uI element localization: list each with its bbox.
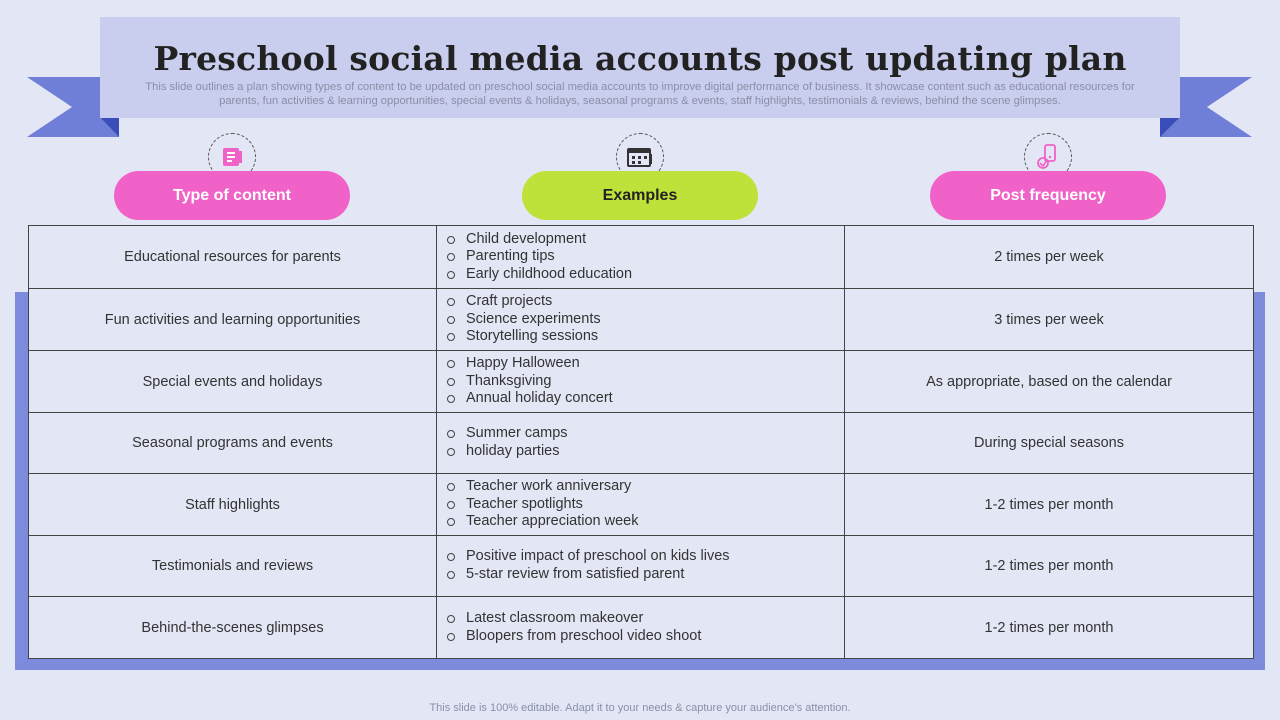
example-item: Teacher appreciation week (447, 513, 844, 531)
type-cell: Educational resources for parents (29, 226, 437, 289)
frequency-cell: 1-2 times per month (845, 474, 1254, 536)
type-cell: Testimonials and reviews (29, 536, 437, 597)
frequency-cell: 2 times per week (845, 226, 1254, 289)
content-plan-table (28, 225, 1254, 659)
page-title: Preschool social media accounts post updating plan (153, 39, 1127, 78)
table-row (29, 351, 1254, 413)
footer-note: This slide is 100% editable. Adapt it to your needs & capture your audience’s attention. (429, 702, 851, 714)
type-cell: Fun activities and learning opportunities (29, 289, 437, 351)
example-item: Storytelling sessions (447, 328, 844, 346)
frequency-cell: 1-2 times per month (845, 536, 1254, 597)
type-cell: Staff highlights (29, 474, 437, 536)
example-item: Summer camps (447, 425, 844, 443)
example-item: Craft projects (447, 293, 844, 311)
examples-cell (437, 289, 845, 351)
example-item: Thanksgiving (447, 373, 844, 391)
example-item: Early childhood education (447, 266, 844, 284)
table-row (29, 474, 1254, 536)
examples-cell (437, 226, 845, 289)
frequency-cell: 1-2 times per month (845, 597, 1254, 659)
examples-cell (437, 474, 845, 536)
example-item: Latest classroom makeover (447, 610, 844, 628)
frequency-cell: 3 times per week (845, 289, 1254, 351)
example-item: Annual holiday concert (447, 390, 844, 408)
examples-cell (437, 597, 845, 659)
example-item: Bloopers from preschool video shoot (447, 628, 844, 646)
examples-cell (437, 351, 845, 413)
header-post-frequency: Post frequency (930, 171, 1166, 220)
example-item: Positive impact of preschool on kids lives (447, 548, 844, 566)
type-cell: Behind-the-scenes glimpses (29, 597, 437, 659)
header-type-of-content: Type of content (114, 171, 350, 220)
example-item: Parenting tips (447, 248, 844, 266)
examples-cell (437, 536, 845, 597)
title-banner (100, 17, 1180, 118)
frequency-cell: During special seasons (845, 413, 1254, 474)
example-item: Happy Halloween (447, 355, 844, 373)
frequency-cell: As appropriate, based on the calendar (845, 351, 1254, 413)
type-cell: Seasonal programs and events (29, 413, 437, 474)
page-subtitle: This slide outlines a plan showing types of content to be updated on preschool social media accounts to improve digital performance of business. It showcase content such as educational resources for parents, fun activities & learning opportunities, special events & holidays, seasonal programs & events, staff highlights, testimonials & reviews, behind the scene glimpses. (145, 81, 1135, 107)
header-examples: Examples (522, 171, 758, 220)
table-row (29, 413, 1254, 474)
example-item: Teacher spotlights (447, 496, 844, 514)
table-row (29, 536, 1254, 597)
type-cell: Special events and holidays (29, 351, 437, 413)
example-item: holiday parties (447, 443, 844, 461)
examples-cell (437, 413, 845, 474)
example-item: Child development (447, 231, 844, 249)
table-row (29, 226, 1254, 289)
table-row (29, 597, 1254, 659)
table-row (29, 289, 1254, 351)
example-item: Teacher work anniversary (447, 478, 844, 496)
example-item: 5-star review from satisfied parent (447, 566, 844, 584)
example-item: Science experiments (447, 311, 844, 329)
